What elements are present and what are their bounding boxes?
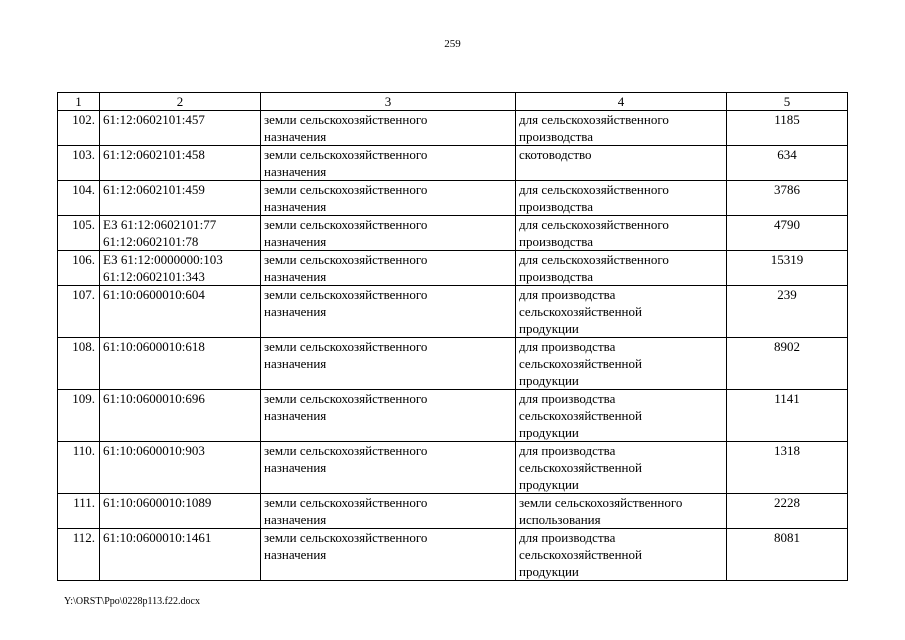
row-number-cell: 112.	[58, 529, 100, 581]
permitted-use-cell: для сельскохозяйственного производства	[516, 181, 727, 216]
area-cell: 8081	[727, 529, 848, 581]
column-header-2: 2	[100, 93, 261, 111]
cadastral-number-cell: 61:10:0600010:1461	[100, 529, 261, 581]
table-row	[58, 146, 848, 181]
table-row	[58, 251, 848, 286]
land-category-cell: земли сельскохозяйственного назначения	[261, 442, 516, 494]
cadastral-number-cell: 61:12:0602101:457	[100, 111, 261, 146]
permitted-use-cell: для производства сельскохозяйственной продукции	[516, 390, 727, 442]
area-cell: 4790	[727, 216, 848, 251]
column-header-1: 1	[58, 93, 100, 111]
land-category-cell: земли сельскохозяйственного назначения	[261, 494, 516, 529]
footer-file-path: Y:\ORST\Ppo\0228p113.f22.docx	[64, 596, 200, 607]
table-header-row	[58, 93, 848, 111]
land-category-cell: земли сельскохозяйственного назначения	[261, 286, 516, 338]
row-number-cell: 102.	[58, 111, 100, 146]
row-number-cell: 108.	[58, 338, 100, 390]
land-category-cell: земли сельскохозяйственного назначения	[261, 529, 516, 581]
cadastral-number-cell: 61:10:0600010:696	[100, 390, 261, 442]
table-row	[58, 111, 848, 146]
row-number-cell: 109.	[58, 390, 100, 442]
cadastral-number-cell: 61:10:0600010:1089	[100, 494, 261, 529]
table-row	[58, 529, 848, 581]
cadastral-number-cell: 61:12:0602101:458	[100, 146, 261, 181]
area-cell: 1141	[727, 390, 848, 442]
land-category-cell: земли сельскохозяйственного назначения	[261, 251, 516, 286]
area-cell: 1185	[727, 111, 848, 146]
permitted-use-cell: скотоводство	[516, 146, 727, 181]
area-cell: 8902	[727, 338, 848, 390]
cadastral-number-cell: 61:10:0600010:903	[100, 442, 261, 494]
row-number-cell: 106.	[58, 251, 100, 286]
cadastral-number-cell: ЕЗ 61:12:0602101:77 61:12:0602101:78	[100, 216, 261, 251]
land-category-cell: земли сельскохозяйственного назначения	[261, 216, 516, 251]
land-category-cell: земли сельскохозяйственного назначения	[261, 146, 516, 181]
cadastral-number-cell: 61:12:0602101:459	[100, 181, 261, 216]
row-number-cell: 111.	[58, 494, 100, 529]
row-number-cell: 110.	[58, 442, 100, 494]
page-number: 259	[444, 38, 461, 50]
land-category-cell: земли сельскохозяйственного назначения	[261, 111, 516, 146]
permitted-use-cell: для производства сельскохозяйственной продукции	[516, 338, 727, 390]
area-cell: 239	[727, 286, 848, 338]
land-category-cell: земли сельскохозяйственного назначения	[261, 390, 516, 442]
land-category-cell: земли сельскохозяйственного назначения	[261, 338, 516, 390]
column-header-5: 5	[727, 93, 848, 111]
area-cell: 634	[727, 146, 848, 181]
column-header-4: 4	[516, 93, 727, 111]
table-row	[58, 442, 848, 494]
cadastral-number-cell: 61:10:0600010:618	[100, 338, 261, 390]
cadastral-number-cell: 61:10:0600010:604	[100, 286, 261, 338]
permitted-use-cell: для сельскохозяйственного производства	[516, 111, 727, 146]
land-category-cell: земли сельскохозяйственного назначения	[261, 181, 516, 216]
permitted-use-cell: для производства сельскохозяйственной продукции	[516, 286, 727, 338]
row-number-cell: 105.	[58, 216, 100, 251]
table-row	[58, 494, 848, 529]
row-number-cell: 103.	[58, 146, 100, 181]
permitted-use-cell: для производства сельскохозяйственной продукции	[516, 529, 727, 581]
area-cell: 1318	[727, 442, 848, 494]
permitted-use-cell: земли сельскохозяйственного использования	[516, 494, 727, 529]
area-cell: 3786	[727, 181, 848, 216]
table-body	[58, 93, 848, 581]
permitted-use-cell: для сельскохозяйственного производства	[516, 251, 727, 286]
permitted-use-cell: для производства сельскохозяйственной продукции	[516, 442, 727, 494]
table-row	[58, 216, 848, 251]
cadastral-number-cell: ЕЗ 61:12:0000000:103 61:12:0602101:343	[100, 251, 261, 286]
permitted-use-cell: для сельскохозяйственного производства	[516, 216, 727, 251]
land-plots-table	[57, 92, 848, 581]
column-header-3: 3	[261, 93, 516, 111]
table-row	[58, 390, 848, 442]
row-number-cell: 104.	[58, 181, 100, 216]
area-cell: 2228	[727, 494, 848, 529]
table-row	[58, 338, 848, 390]
table-row	[58, 181, 848, 216]
row-number-cell: 107.	[58, 286, 100, 338]
area-cell: 15319	[727, 251, 848, 286]
table-row	[58, 286, 848, 338]
